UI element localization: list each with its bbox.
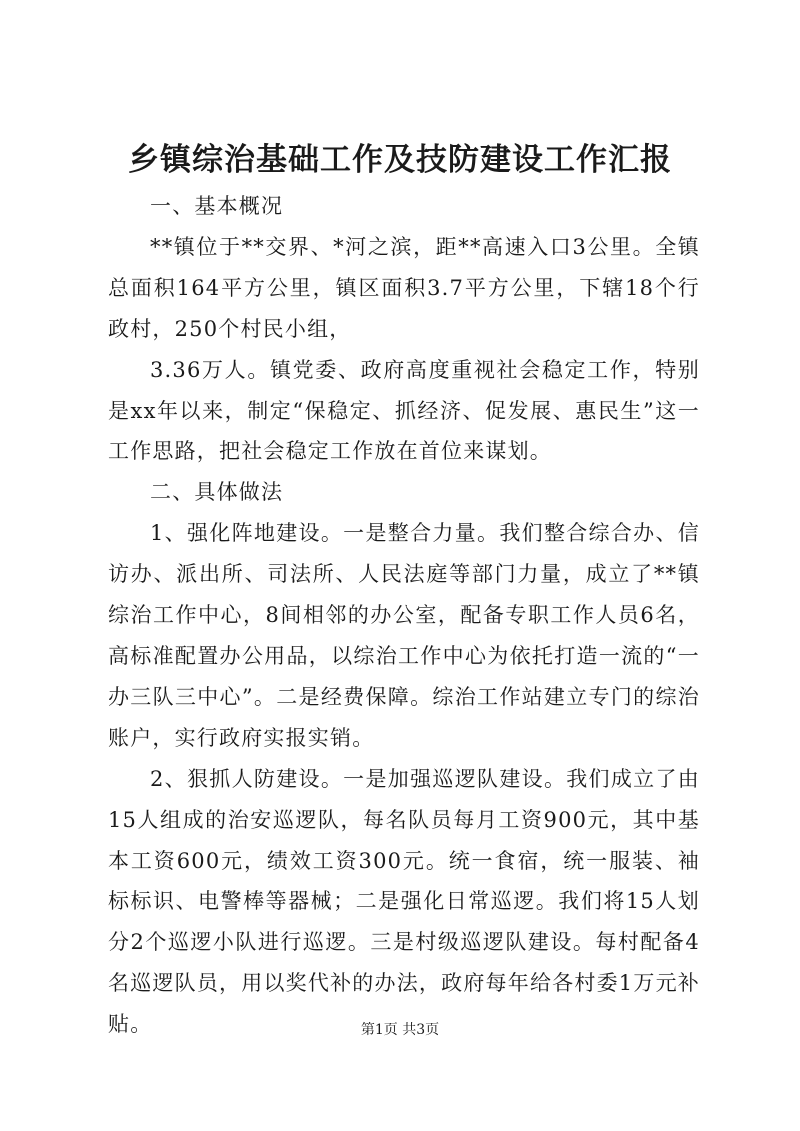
paragraph-population: 3.36万人。镇党委、政府高度重视社会稳定工作，特别是xx年以来，制定“保稳定、抓经济、促发展、惠民生”这一工作思路，把社会稳定工作放在首位来谋划。 [108, 357, 700, 464]
document-body [108, 186, 700, 1045]
page-footer: 第1页 共3页 [360, 1022, 440, 1038]
section-heading-practices: 二、具体做法 [150, 480, 284, 505]
paragraph-patrol-building: 2、狠抓人防建设。一是加强巡逻队建设。我们成立了由15人组成的治安巡逻队，每名队员每月工资900元，其中基本工资600元，绩效工资300元。统一食宿，统一服装、袖标标识、电警棒等器械；二是强化日常巡逻。我们将15人划分2个巡逻小队进行巡逻。三是村级巡逻队建设。每村配备4名巡逻队员，用以奖代补的办法，政府每年给各村委1万元补贴。 [108, 766, 700, 1037]
document-title: 乡镇综治基础工作及技防建设工作汇报 [128, 142, 672, 178]
section-heading-overview: 一、基本概况 [150, 194, 284, 218]
paragraph-position-building: 1、强化阵地建设。一是整合力量。我们整合综合办、信访办、派出所、司法所、人民法庭等部门力量，成立了**镇综治工作中心，8间相邻的办公室，配备专职工作人员6名，高标准配置办公用品，以综治工作中心为依托打造一流的“一办三队三中心”。二是经费保障。综治工作站建立专门的综治账户，实行政府实报实销。 [108, 521, 700, 750]
paragraph-town-profile: **镇位于**交界、*河之滨，距**高速入口3公里。全镇总面积164平方公里，镇区面积3.7平方公里，下辖18个行政村，250个村民小组， [108, 234, 700, 341]
